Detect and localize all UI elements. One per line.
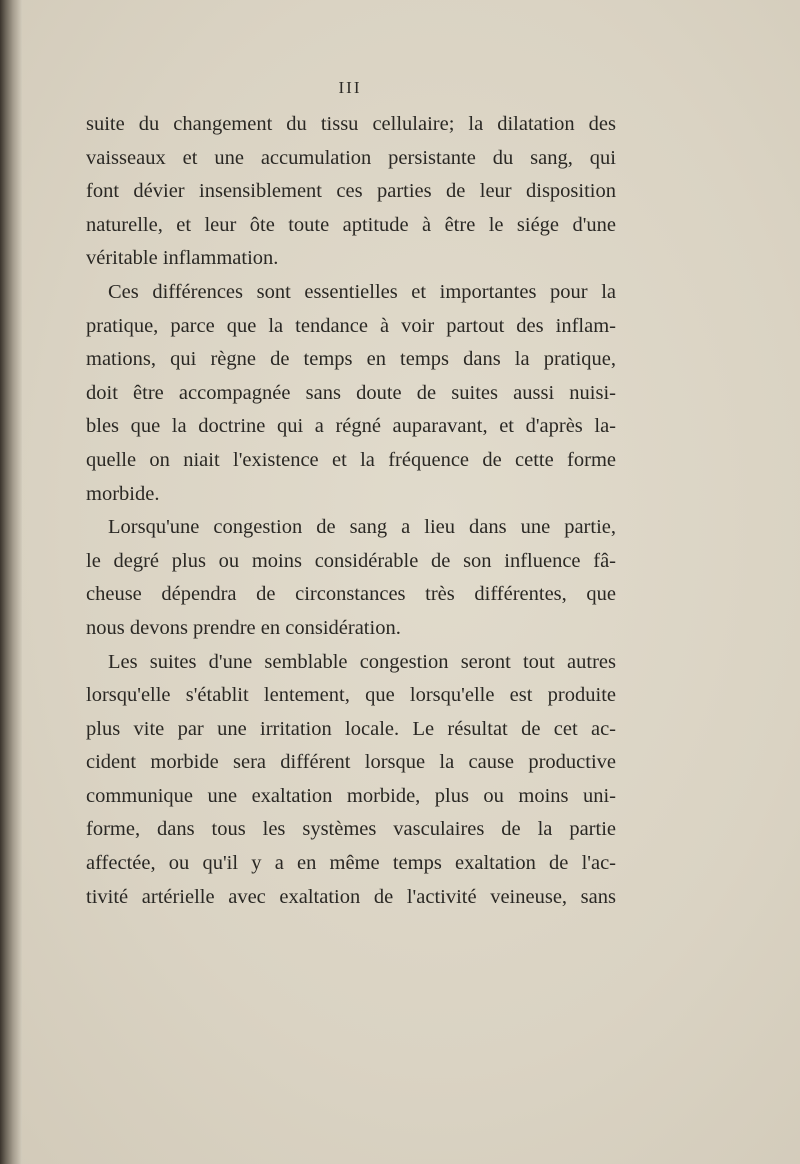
text-line: lorsqu'elle s'établit lentement, que lorsqu'elle est produite bbox=[86, 684, 616, 707]
text-line: le degré plus ou moins considérable de son influence fâ- bbox=[86, 549, 616, 572]
text-line: naturelle, et leur ôte toute aptitude à être le siége d'une bbox=[86, 213, 616, 236]
text-line: plus vite par une irritation locale. Le résultat de cet ac- bbox=[86, 717, 616, 740]
paragraph bbox=[86, 276, 616, 511]
text-line: Lorsqu'une congestion de sang a lieu dans une partie, bbox=[108, 516, 616, 539]
text-line: affectée, ou qu'il y a en même temps exaltation de l'ac- bbox=[86, 852, 616, 875]
text-line: cheuse dépendra de circonstances très différentes, que bbox=[86, 583, 616, 606]
text-line: morbide. bbox=[86, 482, 160, 505]
text-line: véritable inflammation. bbox=[86, 247, 279, 270]
text-line: vaisseaux et une accumulation persistante du sang, qui bbox=[86, 146, 616, 169]
text-line: bles que la doctrine qui a régné auparavant, et d'après la- bbox=[86, 415, 616, 438]
text-line: mations, qui règne de temps en temps dans la pratique, bbox=[86, 348, 616, 371]
body-text bbox=[86, 108, 616, 914]
text-line: doit être accompagnée sans doute de suites aussi nuisi- bbox=[86, 381, 616, 404]
text-line: font dévier insensiblement ces parties de leur disposition bbox=[86, 180, 616, 203]
text-line: communique une exaltation morbide, plus ou moins uni- bbox=[86, 784, 616, 807]
paragraph bbox=[86, 108, 616, 276]
paragraph bbox=[86, 511, 616, 645]
book-spine-shadow bbox=[0, 0, 22, 1164]
text-line: Ces différences sont essentielles et importantes pour la bbox=[108, 280, 616, 303]
text-line: suite du changement du tissu cellulaire; la dilatation des bbox=[86, 113, 616, 135]
paragraph bbox=[86, 646, 616, 915]
text-line: tivité artérielle avec exaltation de l'activité veineuse, sans bbox=[86, 885, 616, 908]
text-line: pratique, parce que la tendance à voir partout des inflam- bbox=[86, 314, 616, 337]
text-line: cident morbide sera différent lorsque la cause productive bbox=[86, 751, 616, 774]
page-number: III bbox=[338, 78, 362, 97]
text-line: Les suites d'une semblable congestion seront tout autres bbox=[108, 650, 616, 673]
text-line: nous devons prendre en considération. bbox=[86, 616, 401, 639]
text-line: quelle on niait l'existence et la fréquence de cette forme bbox=[86, 448, 616, 471]
text-line: forme, dans tous les systèmes vasculaires de la partie bbox=[86, 818, 616, 841]
